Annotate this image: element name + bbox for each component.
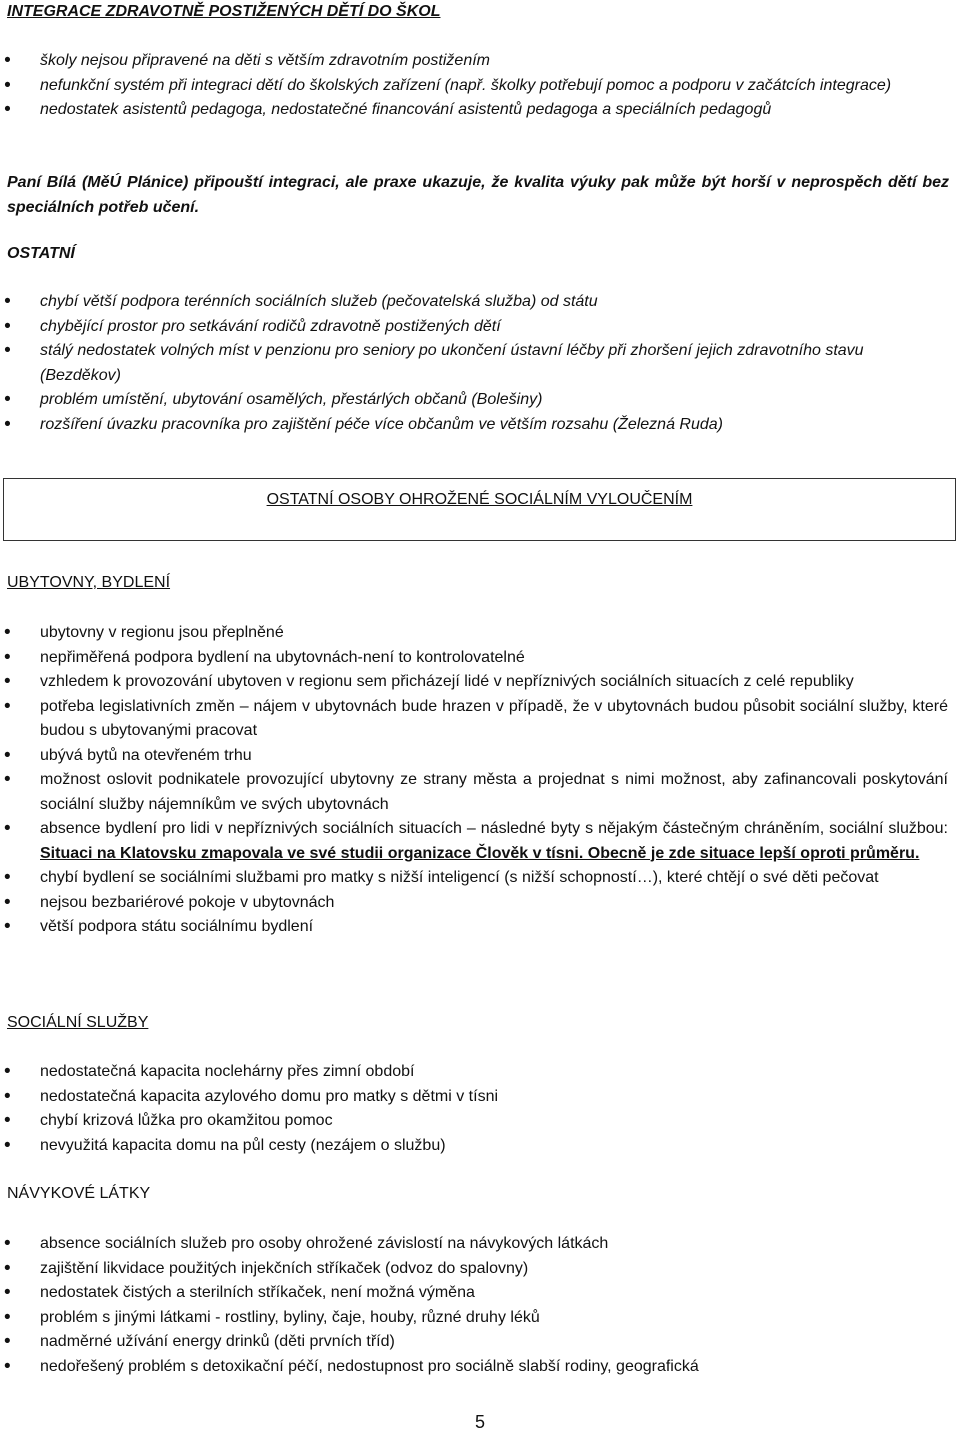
absence-text: absence bydlení pro lidi v nepříznivých sociálních situacích – následné byty s nějakým částečným chráněním, sociální službou:: [40, 820, 948, 837]
list-item: • nedostatečná kapacita azylového domu pro matky s dětmi v tísni: [0, 1085, 960, 1110]
list-item: • větší podpora státu sociálnímu bydlení: [0, 915, 960, 940]
paragraph-plance: Paní Bílá (MěÚ Plánice) připouští integraci, ale praxe ukazuje, že kvalita výuky pak může být horší v neprospěch dětí bez speciálních potřeb učení.: [7, 174, 949, 216]
list-item: • rozšíření úvazku pracovníka pro zajištění péče více občanům ve větším rozsahu (Železná Ruda): [0, 413, 960, 438]
list-item: • možnost oslovit podnikatele provozující ubytovny ze strany města a projednat s nimi možnost, aby zafinancovali poskytování sociální služby nájemníkům ve svých ubytovnách: [0, 768, 960, 817]
section-heading-navykove: NÁVYKOVÉ LÁTKY: [7, 1185, 151, 1202]
list-item: • nedostatečná kapacita noclehárny přes zimní období: [0, 1060, 960, 1085]
list-item: • nevyužitá kapacita domu na půl cesty (nezájem o službu): [0, 1134, 960, 1159]
bullet-list-integrace: [0, 49, 960, 123]
list-item: • chybí bydlení se sociálními službami pro matky s nižší inteligencí (s nižší schopností…), které chtějí o své děti pečovat: [0, 866, 960, 891]
absence-emphasis: Situaci na Klatovsku zmapovala ve své studii organizace Člověk v tísni. Obecně je zde situace lepší oproti průměru.: [40, 844, 920, 862]
section-heading-integrace: INTEGRACE ZDRAVOTNĚ POSTIŽENÝCH DĚTÍ DO ŠKOL: [7, 3, 441, 20]
list-item: • potřeba legislativních změn – nájem v ubytovnách bude hrazen v případě, že v ubytovnách budou působit sociální služby, které budou s ubytovanými pracovat: [0, 695, 960, 744]
list-item: • nadměrné užívání energy drinků (děti prvních tříd): [0, 1330, 960, 1355]
list-item: • chybí krizová lůžka pro okamžitou pomoc: [0, 1109, 960, 1134]
section-heading-socialni: SOCIÁLNÍ SLUŽBY: [7, 1014, 149, 1031]
section-box: [3, 478, 956, 541]
list-item: • absence sociálních služeb pro osoby ohrožené závislostí na návykových látkách: [0, 1232, 960, 1257]
list-item: • školy nejsou připravené na děti s větším zdravotním postižením: [0, 49, 960, 74]
section-heading-ubytovny: UBYTOVNY, BYDLENÍ: [7, 574, 171, 591]
list-item: • zajištění likvidace použitých injekčních stříkaček (odvoz do spalovny): [0, 1257, 960, 1282]
list-item: • chybí větší podpora terénních sociálních služeb (pečovatelská služba) od státu: [0, 290, 960, 315]
box-title: OSTATNÍ OSOBY OHROŽENÉ SOCIÁLNÍM VYLOUČENÍM: [266, 491, 693, 508]
bullet-list-navykove: [0, 1232, 960, 1379]
section-heading-ostatni: OSTATNÍ: [7, 245, 75, 262]
list-item: • stálý nedostatek volných míst v penzionu pro seniory po ukončení ústavní léčby při zhoršení jejich zdravotního stavu (Bezděkov): [0, 339, 960, 388]
list-item: • problém umístění, ubytování osamělých, přestárlých občanů (Bolešiny): [0, 388, 960, 413]
list-item: • problém s jinými látkami - rostliny, byliny, čaje, houby, různé druhy léků: [0, 1306, 960, 1331]
list-item: • nedostatek čistých a sterilních stříkaček, není možná výměna: [0, 1281, 960, 1306]
list-item: • nejsou bezbariérové pokoje v ubytovnách: [0, 891, 960, 916]
list-item: • nepřiměřená podpora bydlení na ubytovnách-není to kontrolovatelné: [0, 646, 960, 671]
page-number: 5: [474, 1412, 485, 1432]
list-item: • ubytovny v regionu jsou přeplněné: [0, 621, 960, 646]
list-item: • vzhledem k provozování ubytoven v regionu sem přicházejí lidé v nepříznivých sociálních situacích z celé republiky: [0, 670, 960, 695]
bullet-list-ubytovny: [0, 621, 960, 940]
list-item: • nedořešený problém s detoxikační péčí, nedostupnost pro sociálně slabší rodiny, geografická: [0, 1355, 960, 1380]
list-item: • ubývá bytů na otevřeném trhu: [0, 744, 960, 769]
bullet-list-socialni: [0, 1060, 960, 1158]
list-item: • nefunkční systém při integraci dětí do školských zařízení (např. školky potřebují pomoc a podporu v začátcích integrace): [0, 74, 960, 99]
bullet-list-ostatni: [0, 290, 960, 437]
list-item: • nedostatek asistentů pedagoga, nedostatečné financování asistentů pedagoga a speciálních pedagogů: [0, 98, 960, 123]
list-item: • chybějící prostor pro setkávání rodičů zdravotně postižených dětí: [0, 315, 960, 340]
list-item-absence: [0, 817, 960, 866]
